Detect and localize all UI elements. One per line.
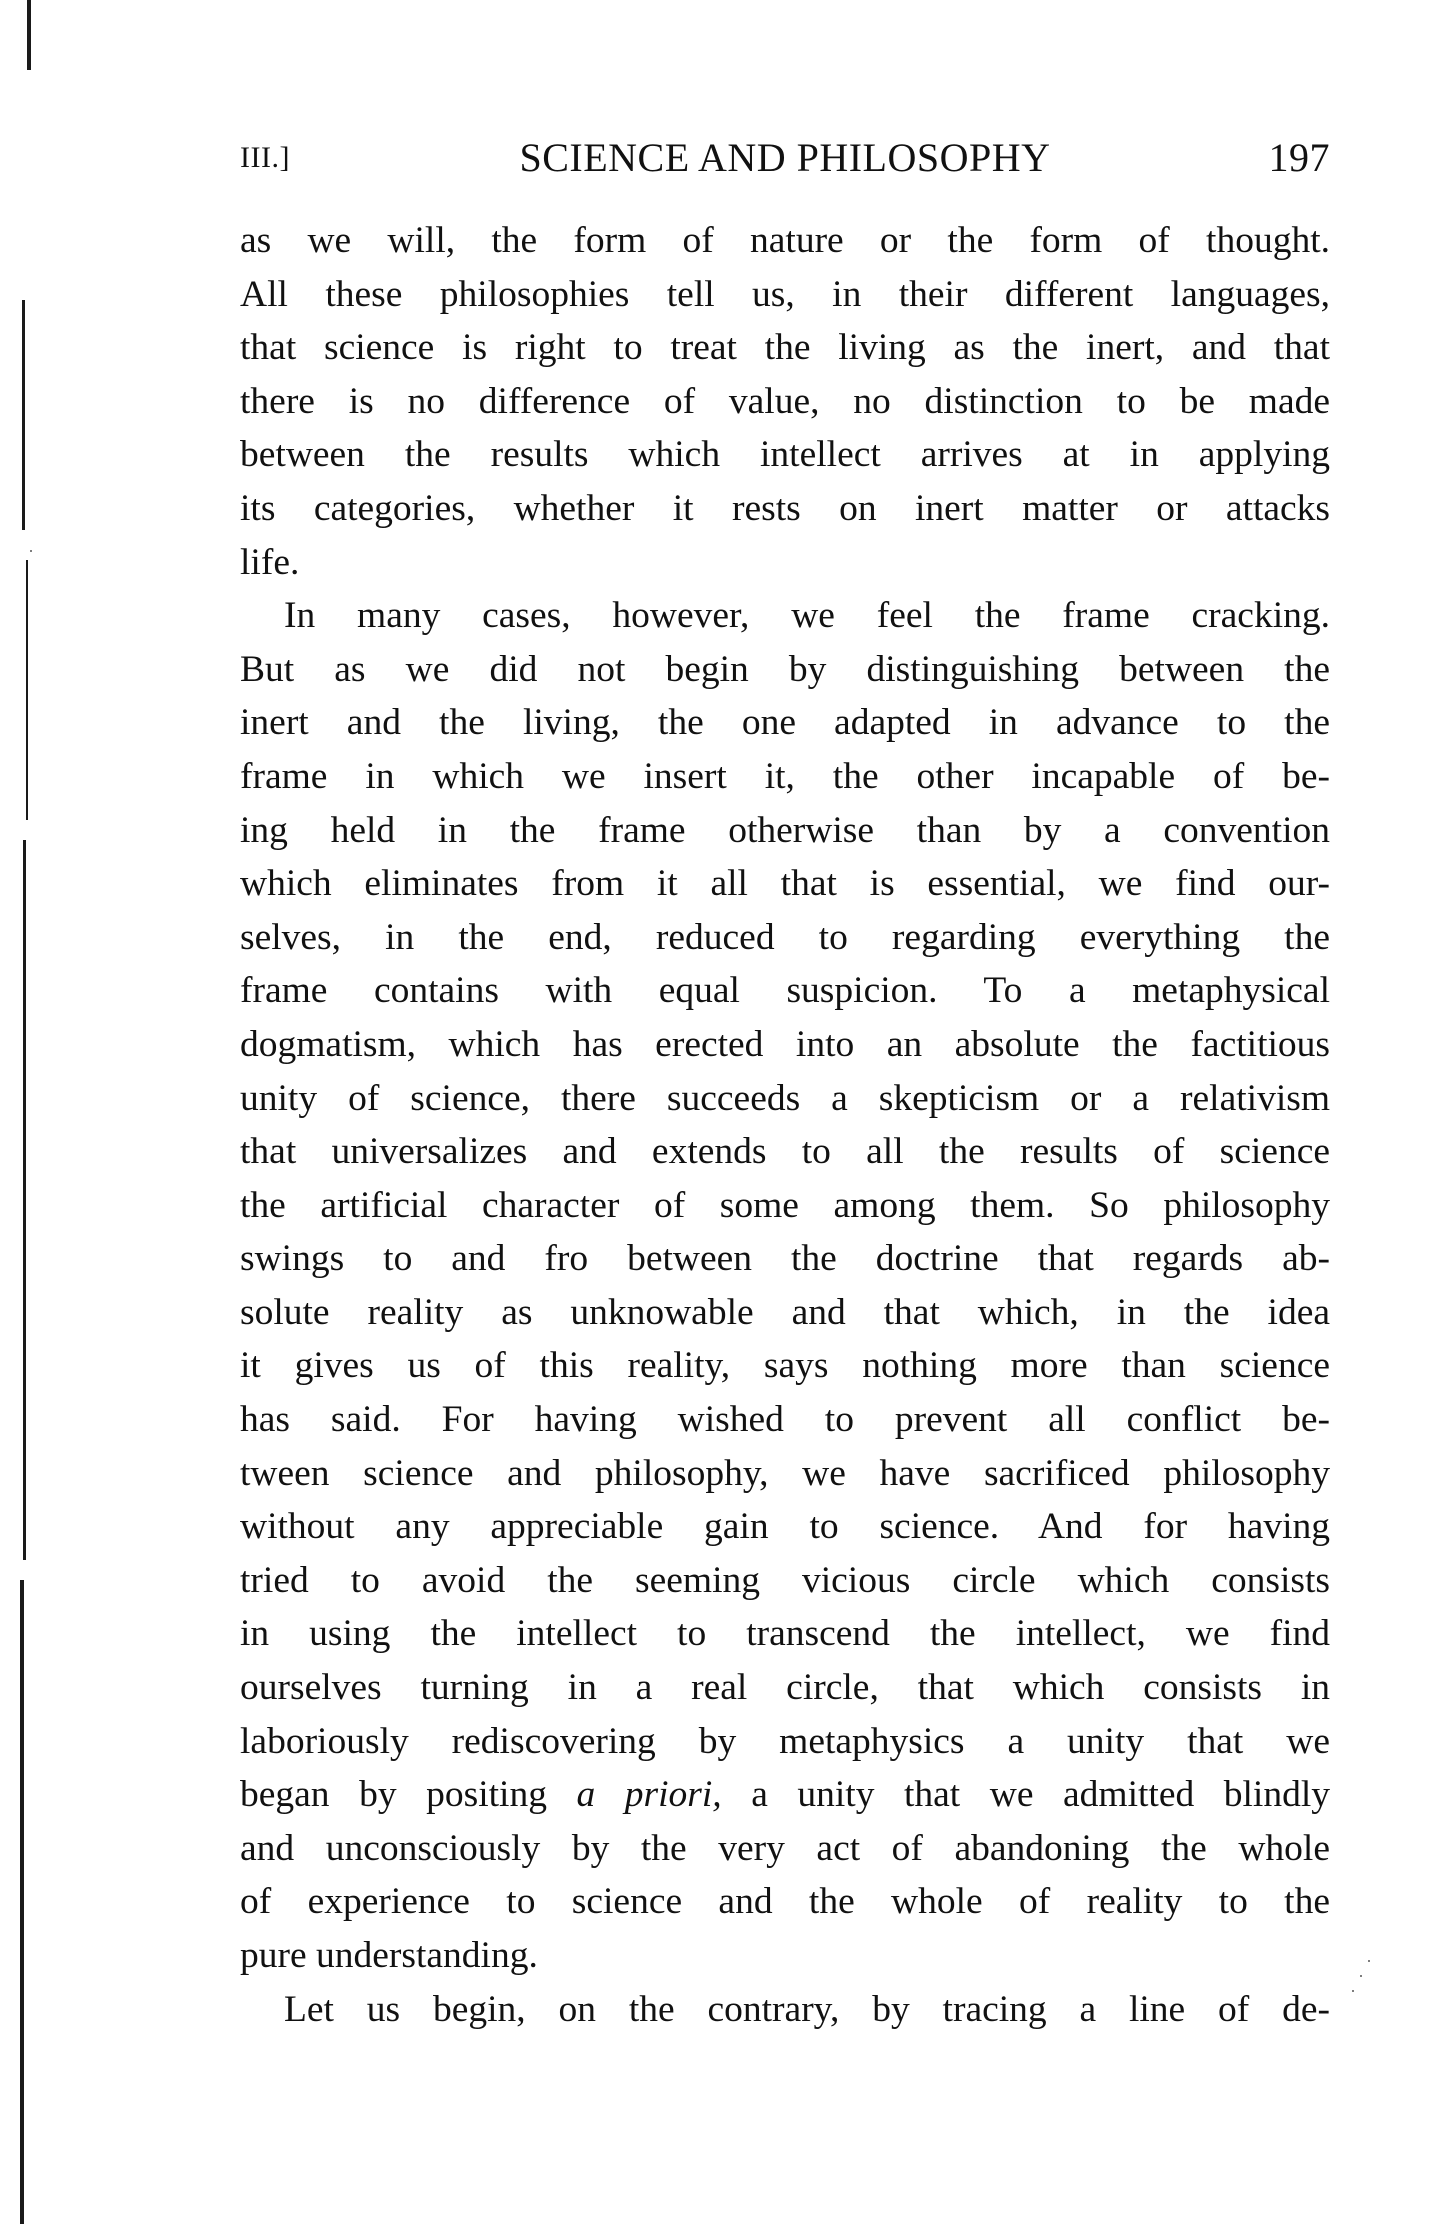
text-line: dogmatism, which has erected into an absolute the factitious: [240, 1023, 1330, 1065]
text-line: that universalizes and extends to all the results of science: [240, 1131, 1330, 1173]
text-line: tried to avoid the seeming vicious circle which consists: [240, 1559, 1330, 1601]
text-line: its categories, whether it rests on inert matter or attacks: [240, 487, 1330, 529]
body-text: [240, 214, 1330, 2036]
paragraph-start-line: In many cases, however, we feel the frame cracking.: [284, 595, 1330, 637]
text-line: of experience to science and the whole of reality to the: [240, 1881, 1330, 1923]
text-line: swings to and fro between the doctrine that regards ab-: [240, 1238, 1330, 1280]
text-line: as we will, the form of nature or the form of thought.: [240, 220, 1330, 261]
text-line-with-italic: [240, 1768, 1330, 1822]
binding-edge-mark: [20, 1580, 24, 2224]
text-line: in using the intellect to transcend the intellect, we find: [240, 1613, 1330, 1655]
text-line: tween science and philosophy, we have sacrificed philosophy: [240, 1452, 1330, 1494]
running-header: [240, 128, 1330, 188]
text-line: ing held in the frame otherwise than by a convention: [240, 809, 1330, 851]
binding-edge-mark: [22, 300, 25, 530]
text-line: laboriously rediscovering by metaphysics a unity that we: [240, 1720, 1330, 1762]
text-line: ourselves turning in a real circle, that which consists in: [240, 1667, 1330, 1709]
binding-edge-mark: [27, 0, 31, 70]
text-line: that science is right to treat the living as the inert, and that: [240, 327, 1330, 369]
text-line: it gives us of this reality, says nothing more than science: [240, 1345, 1330, 1387]
text-line: the artificial character of some among them. So philosophy: [240, 1184, 1330, 1226]
text-line: solute reality as unknowable and that which, in the idea: [240, 1291, 1330, 1333]
text-line: life.: [240, 541, 300, 583]
text-line: But as we did not begin by distinguishing between the: [240, 648, 1330, 690]
text-line: All these philosophies tell us, in their different languages,: [240, 273, 1330, 315]
italic-phrase: a priori,: [576, 1774, 722, 1816]
text-line: has said. For having wished to prevent all conflict be-: [240, 1399, 1330, 1441]
text-line: selves, in the end, reduced to regarding everything the: [240, 916, 1330, 958]
text-line: there is no difference of value, no distinction to be made: [240, 380, 1330, 422]
text-run: a unity that we admitted blindly: [721, 1774, 1330, 1816]
text-line: without any appreciable gain to science. And for having: [240, 1506, 1330, 1548]
text-line: inert and the living, the one adapted in advance to the: [240, 702, 1330, 744]
text-line: frame in which we insert it, the other incapable of be-: [240, 755, 1330, 797]
scan-speck: [1368, 1960, 1370, 1962]
scan-speck: [1352, 1990, 1354, 1992]
text-line: unity of science, there succeeds a skepticism or a relativism: [240, 1077, 1330, 1119]
text-line: which eliminates from it all that is essential, we find our-: [240, 863, 1330, 905]
text-line: between the results which intellect arrives at in applying: [240, 434, 1330, 476]
scan-speck: [30, 550, 32, 552]
chapter-marker: III.]: [240, 141, 290, 174]
scan-speck: [1360, 1975, 1362, 1977]
binding-edge-mark: [23, 840, 26, 1560]
text-line: and unconsciously by the very act of abandoning the whole: [240, 1827, 1330, 1869]
text-line: frame contains with equal suspicion. To a metaphysical: [240, 970, 1330, 1012]
paragraph-start-line: Let us begin, on the contrary, by tracing a line of de-: [284, 1988, 1330, 2030]
text-line: pure understanding.: [240, 1935, 538, 1976]
binding-edge-mark: [26, 560, 28, 820]
page-number: 197: [1268, 135, 1330, 180]
running-title: SCIENCE AND PHILOSOPHY: [519, 135, 1051, 180]
text-run: began by positing: [240, 1774, 577, 1816]
